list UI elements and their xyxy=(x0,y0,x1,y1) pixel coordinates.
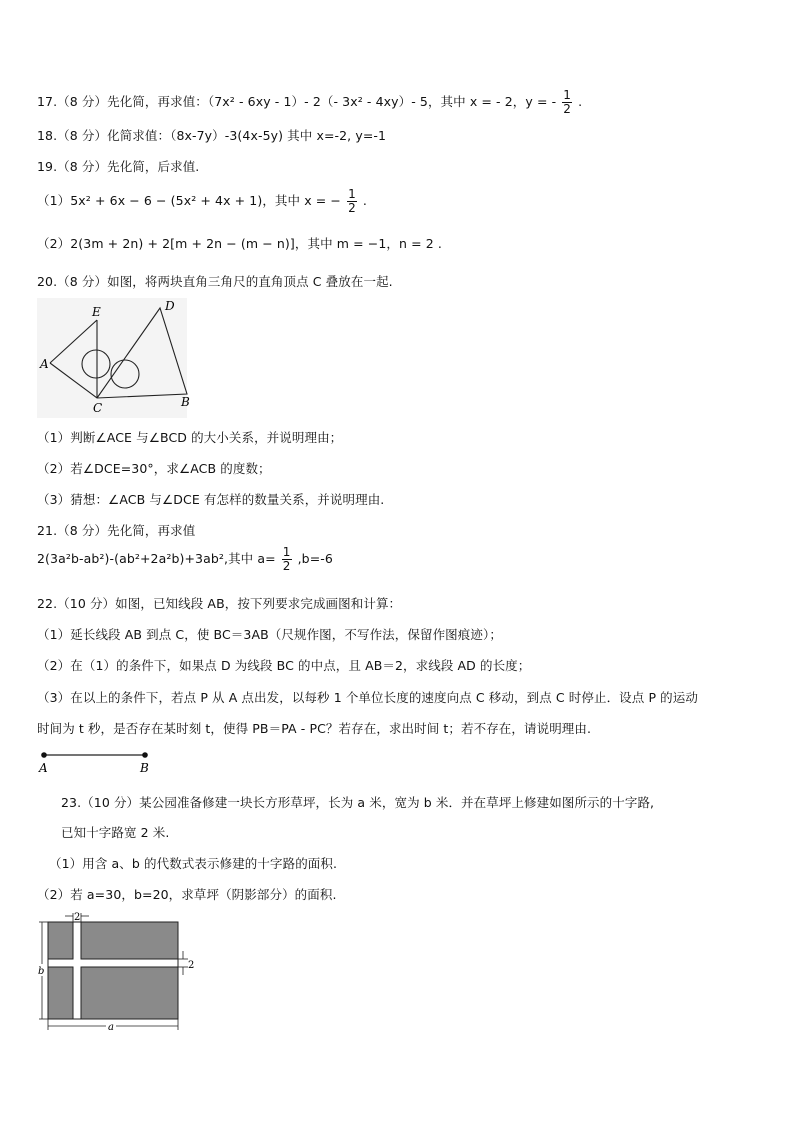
label-C: C xyxy=(93,401,103,415)
q21-expr: 2(3a²b-ab²)-(ab²+2a²b)+3ab²,其中 a= xyxy=(37,551,276,566)
label-A: A xyxy=(40,357,49,371)
question-22-part3a: （3）在以上的条件下，若点 P 从 A 点出发，以每秒 1 个单位长度的速度向点 C 移动，到点 C 时停止．设点 P 的运动 xyxy=(37,690,698,705)
question-22-part2: （2）在（1）的条件下，如果点 D 为线段 BC 的中点，且 AB＝2，求线段 AD 的长度； xyxy=(37,658,531,673)
question-17 xyxy=(37,89,582,116)
q17-end: . xyxy=(578,94,583,109)
question-23-title2: 已知十字路宽 2 米. xyxy=(61,825,170,840)
q19-p1-den: 2 xyxy=(348,201,356,215)
label-segment-B: B xyxy=(140,761,149,775)
q19-p1-text: （1）5x² + 6x − 6 − (5x² + 4x + 1)，其中 x = − xyxy=(37,193,342,208)
question-19-part2: （2）2(3m + 2n) + 2[m + 2n − (m − n)]，其中 m = −1，n = 2 . xyxy=(37,236,442,251)
q17-frac-den: 2 xyxy=(563,102,572,116)
question-20-part3: （3）猜想：∠ACB 与∠DCE 有怎样的数量关系，并说明理由. xyxy=(37,492,385,507)
dim-b: b xyxy=(38,966,45,977)
question-22-part3b: 时间为 t 秒，是否存在某时刻 t，使得 PB＝PA - PC？若存在，求出时间 t；若不存在，请说明理由. xyxy=(37,721,592,736)
question-19-title: 19.（8 分）先化简，后求值. xyxy=(37,159,200,174)
question-23-part1: （1）用含 a、b 的代数式表示修建的十字路的面积. xyxy=(49,856,338,871)
q19-p1-num: 1 xyxy=(348,187,356,201)
dim-a: a xyxy=(108,1022,114,1033)
question-19-part1 xyxy=(37,188,367,215)
point-B xyxy=(142,752,148,758)
triangles-figure xyxy=(37,298,190,418)
q18-text: 18.（8 分）化简求值：（8x-7y）-3(4x-5y) 其中 x=-2, y=-1 xyxy=(37,128,387,143)
label-B: B xyxy=(181,395,190,409)
lawn-figure xyxy=(36,910,201,1035)
q21-fraction xyxy=(282,546,292,573)
question-18 xyxy=(37,126,386,144)
question-23-part2: （2）若 a=30，b=20，求草坪（阴影部分）的面积. xyxy=(37,887,337,902)
label-D: D xyxy=(165,299,175,313)
question-20-part2: （2）若∠DCE=30°，求∠ACB 的度数； xyxy=(37,461,271,476)
q17-fraction xyxy=(562,89,572,116)
q21-frac-den: 2 xyxy=(282,559,291,573)
segment-ab-figure xyxy=(37,748,167,776)
dim-right-2: 2 xyxy=(188,960,195,971)
q21-expr-end: ,b=-6 xyxy=(297,551,333,566)
point-A xyxy=(41,752,47,758)
label-E: E xyxy=(92,305,101,319)
q17-frac-num: 1 xyxy=(563,88,572,102)
q17-text: 17.（8 分）先化简，再求值：（7x² - 6xy - 1）- 2（- 3x² - 4xy）- 5，其中 x = - 2，y = - xyxy=(37,94,557,109)
dim-top-2: 2 xyxy=(74,912,81,923)
question-22-title: 22.（10 分）如图，已知线段 AB，按下列要求完成画图和计算： xyxy=(37,596,402,611)
q21-frac-num: 1 xyxy=(282,545,291,559)
question-21-title: 21.（8 分）先化简，再求值 xyxy=(37,523,196,538)
q19-p1-fraction xyxy=(347,188,357,215)
question-21-expr xyxy=(37,546,333,573)
question-22-part1: （1）延长线段 AB 到点 C，使 BC＝3AB（尺规作图，不写作法，保留作图痕迹）； xyxy=(37,627,502,642)
q19-p1-end: . xyxy=(362,193,367,208)
question-20-part1: （1）判断∠ACE 与∠BCD 的大小关系，并说明理由； xyxy=(37,430,343,445)
question-20-title: 20.（8 分）如图，将两块直角三角尺的直角顶点 C 叠放在一起. xyxy=(37,274,393,289)
label-segment-A: A xyxy=(39,761,48,775)
question-23-title: 23.（10 分）某公园准备修建一块长方形草坪，长为 a 米，宽为 b 米．并在草坪上修建如图所示的十字路, xyxy=(61,795,655,810)
